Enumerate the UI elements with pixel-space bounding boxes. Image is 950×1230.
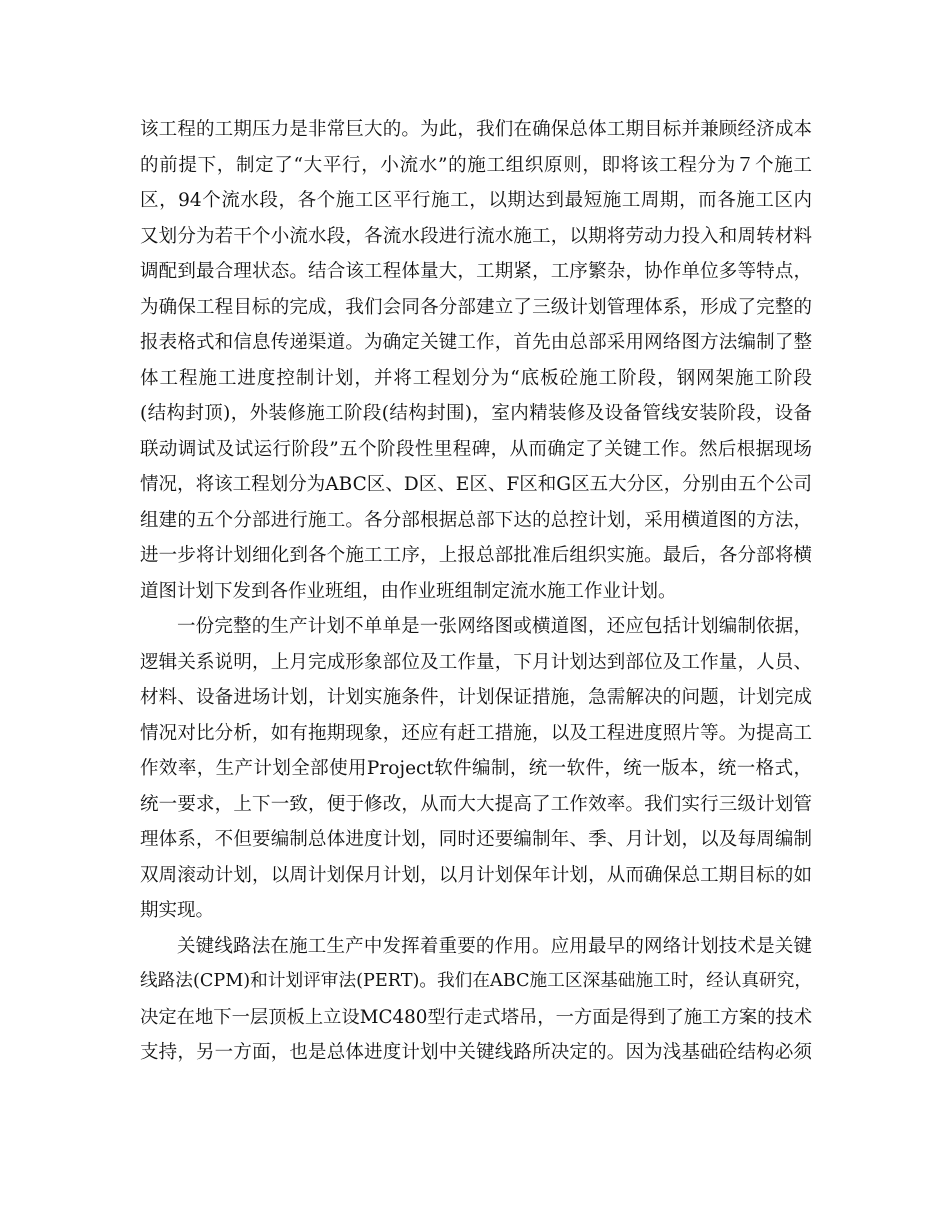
text-line: 一份完整的生产计划不单单是一张网络图或横道图，还应包括计划编制依据， <box>177 616 812 637</box>
text-line: 支持，另一方面，也是总体进度计划中关键线路所决定的。因为浅基础砼结构必须 <box>140 1042 812 1063</box>
text-line: 又划分为若干个小流水段，各流水段进行流水施工，以期将劳动力投入和周转材料 <box>140 225 812 247</box>
paragraph-2 <box>140 609 812 929</box>
text-line: 线路法(CPM)和计划评审法(PERT)。我们在ABC施工区深基础施工时，经认真研究， <box>140 971 812 991</box>
text-line: 该工程的工期压力是非常巨大的。为此，我们在确保总体工期目标并兼顾经济成本 <box>140 119 812 140</box>
text-line: 体工程施工进度控制计划，并将工程划分为“底板砼施工阶段，钢网架施工阶段 <box>140 367 812 389</box>
text-line: 逻辑关系说明，上月完成形象部位及工作量，下月计划达到部位及工作量，人员、 <box>140 651 812 673</box>
text-line: 双周滚动计划，以周计划保月计划，以月计划保年计划，从而确保总工期目标的如 <box>140 864 812 886</box>
text-line: 情况对比分析，如有拖期现象，还应有赶工措施，以及工程进度照片等。为提高工 <box>140 722 812 744</box>
text-line: 联动调试及试运行阶段”五个阶段性里程碑，从而确定了关键工作。然后根据现场 <box>140 438 812 460</box>
text-line: 组建的五个分部进行施工。各分部根据总部下达的总控计划，采用横道图的方法， <box>140 509 812 531</box>
text-line: 材料、设备进场计划，计划实施条件，计划保证措施，急需解决的问题，计划完成 <box>140 687 812 708</box>
text-line: 区，94个流水段，各个施工区平行施工，以期达到最短施工周期，而各施工区内 <box>140 190 812 211</box>
text-line: 调配到最合理状态。结合该工程体量大，工期紧，工序繁杂，协作单位多等特点， <box>140 261 812 282</box>
text-line: 作效率，生产计划全部使用Project软件编制，统一软件，统一版本，统一格式， <box>140 758 812 779</box>
text-line: 关键线路法在施工生产中发挥着重要的作用。应用最早的网络计划技术是关键 <box>177 935 812 957</box>
text-line: 统一要求，上下一致，便于修改，从而大大提高了工作效率。我们实行三级计划管 <box>140 793 812 815</box>
text-line: (结构封顶)，外装修施工阶段(结构封围)，室内精装修及设备管线安装阶段，设备 <box>140 403 812 424</box>
text-line: 情况，将该工程划分为ABC区、D区、E区、F区和G区五大分区，分别由五个公司 <box>140 474 812 495</box>
paragraph-1 <box>140 112 812 609</box>
text-line: 为确保工程目标的完成，我们会同各分部建立了三级计划管理体系，形成了完整的 <box>140 296 812 318</box>
text-line: 的前提下，制定了“大平行，小流水”的施工组织原则，即将该工程分为７个施工 <box>140 154 812 176</box>
paragraph-3 <box>140 929 812 1071</box>
text-line: 理体系，不但要编制总体进度计划，同时还要编制年、季、月计划，以及每周编制 <box>140 829 812 850</box>
body-text <box>140 112 812 1071</box>
text-line: 报表格式和信息传递渠道。为确定关键工作，首先由总部采用网络图方法编制了整 <box>140 332 812 353</box>
text-line: 道图计划下发到各作业班组，由作业班组制定流水施工作业计划。 <box>140 580 677 602</box>
text-line: 决定在地下一层顶板上立设MC480型行走式塔吊，一方面是得到了施工方案的技术 <box>140 1006 812 1028</box>
text-line: 进一步将计划细化到各个施工工序，上报总部批准后组织实施。最后，各分部将横 <box>140 545 812 566</box>
text-line: 期实现。 <box>140 900 215 921</box>
